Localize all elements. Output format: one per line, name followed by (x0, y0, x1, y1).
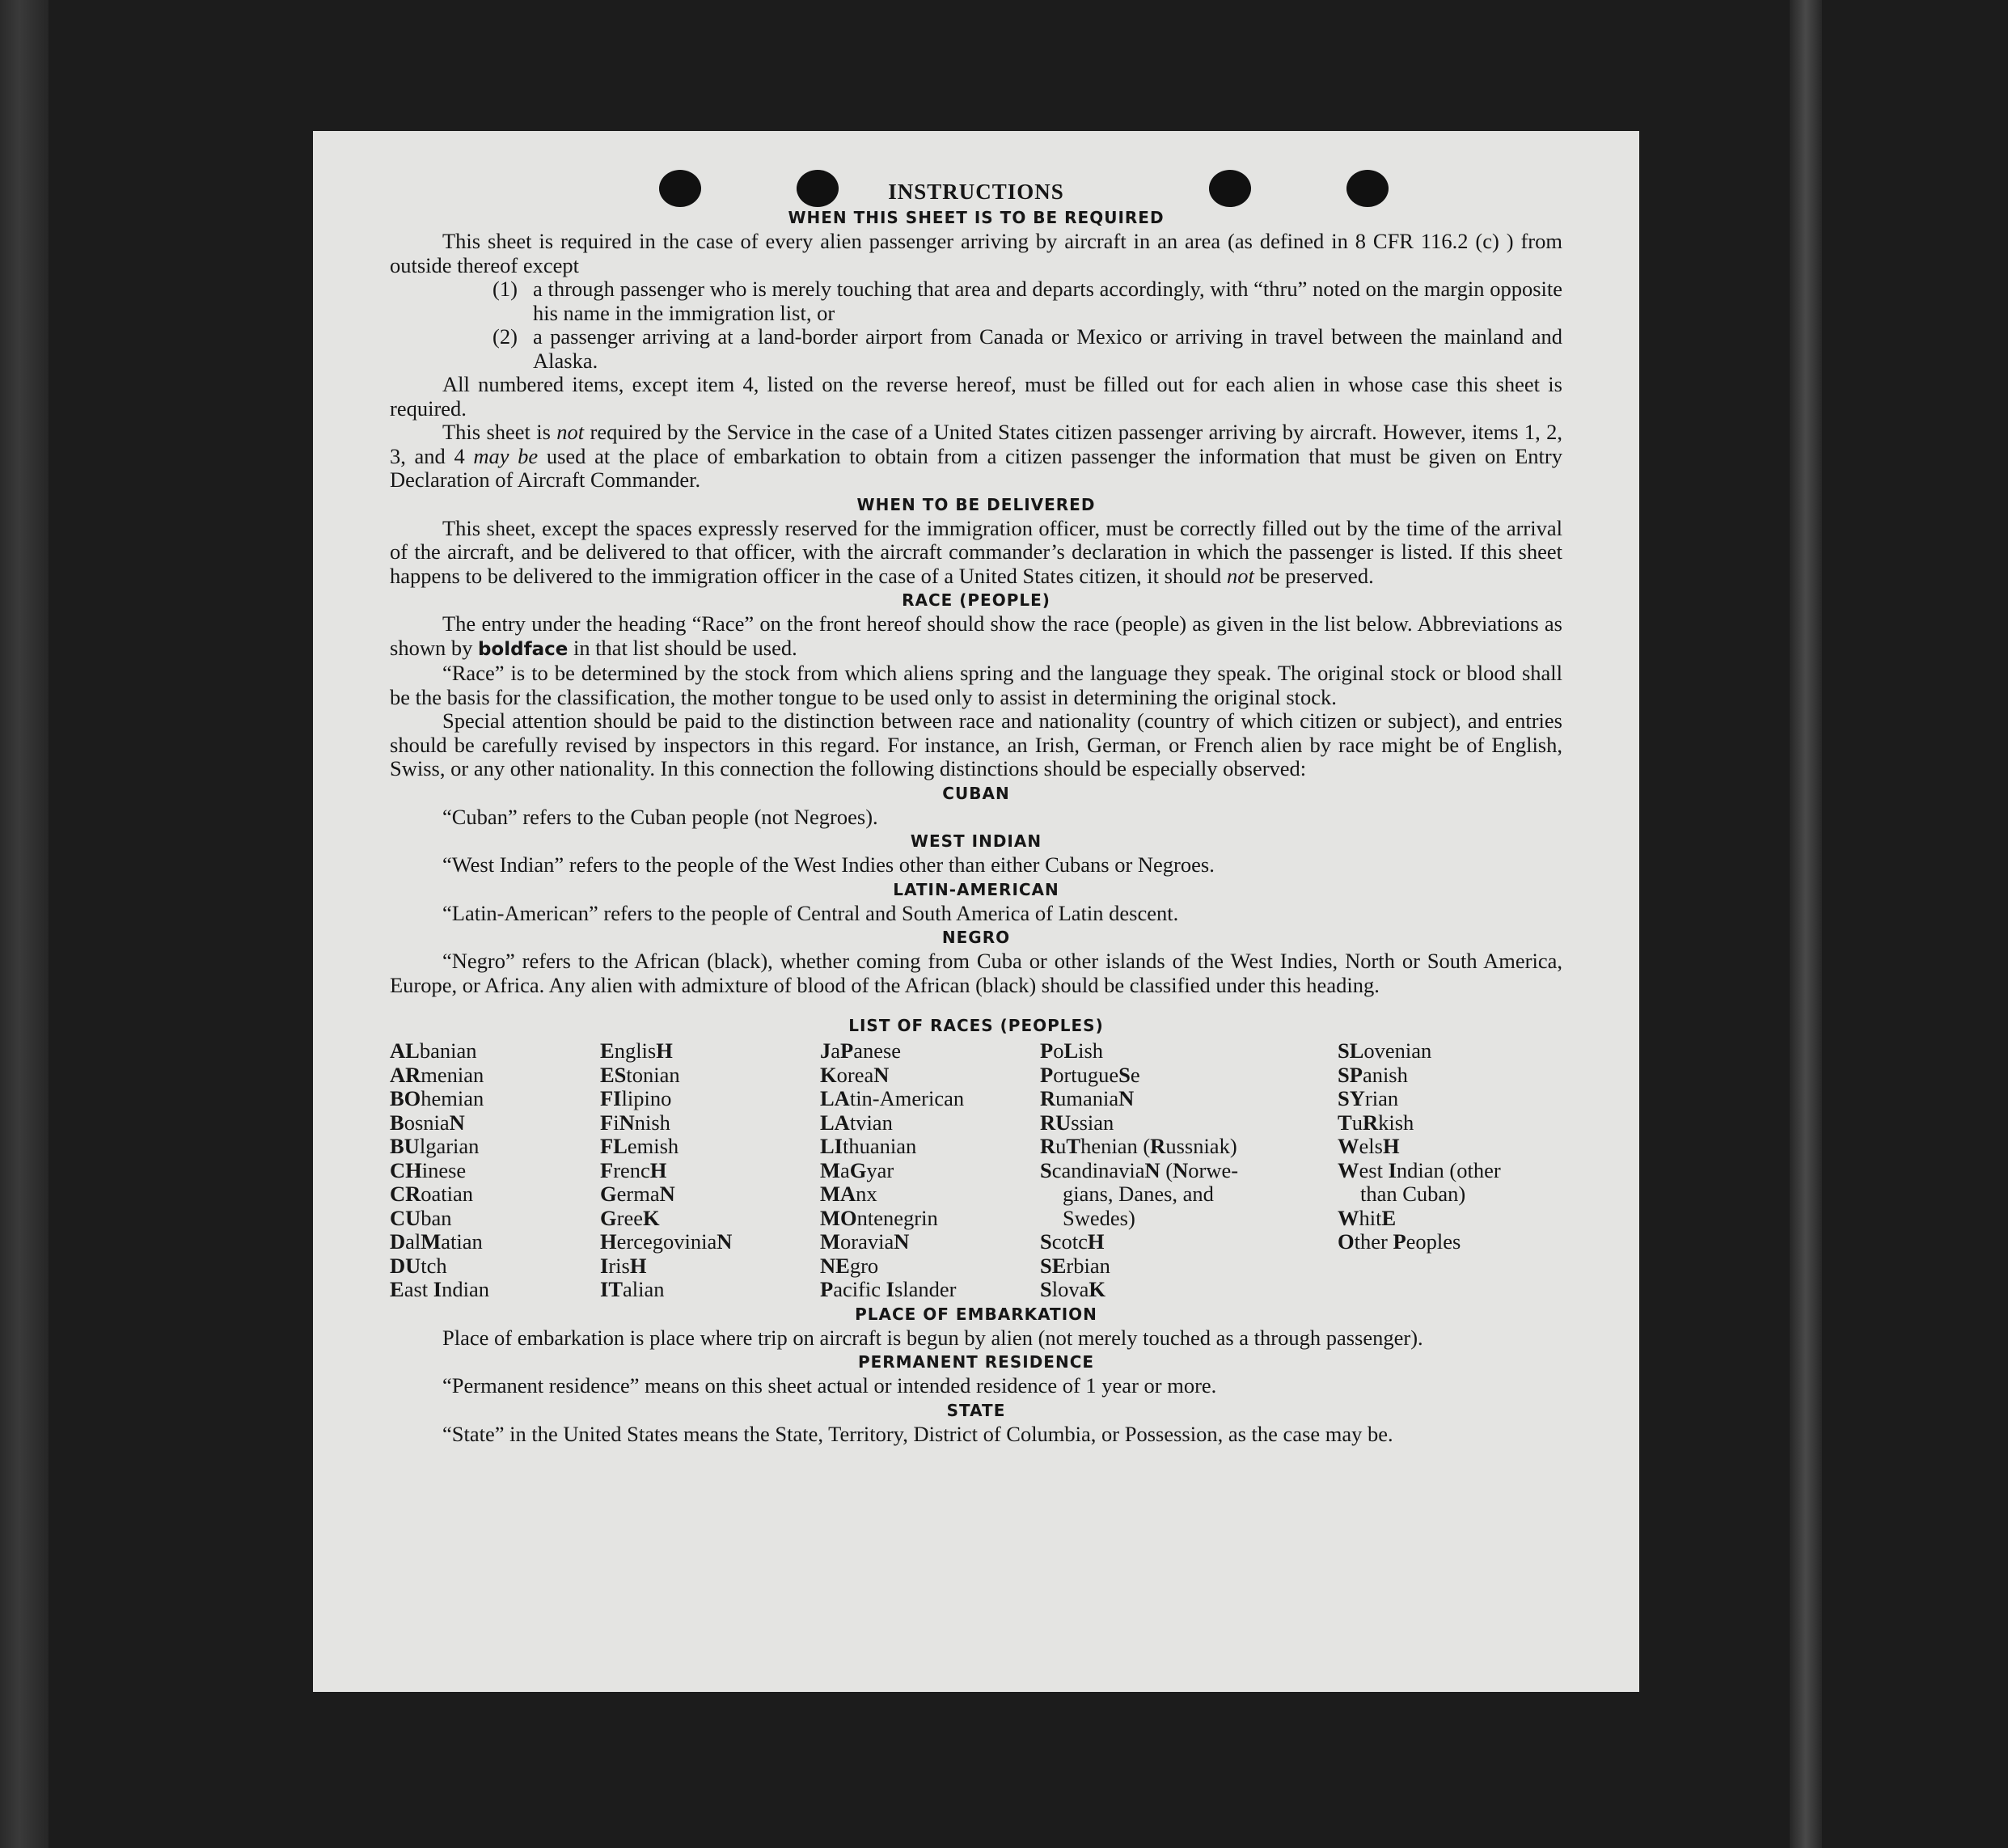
section-heading-state: STATE (946, 1400, 1006, 1420)
race-entry: West Indian (other (1338, 1157, 1501, 1182)
race-entry: WelsH (1338, 1134, 1400, 1158)
race-entry: SPanish (1338, 1062, 1408, 1087)
section-heading-permanent-residence: PERMANENT RESIDENCE (857, 1352, 1095, 1372)
emphasis: not (556, 420, 585, 444)
race-entry: KoreaN (820, 1062, 890, 1087)
races-column-5 (1338, 1039, 1548, 1302)
section-heading-latin-american: LATIN-AMERICAN (893, 879, 1059, 899)
list-item (390, 277, 1562, 325)
text-run: be preserved. (1253, 563, 1374, 588)
race-entry: SLovenian (1338, 1038, 1432, 1063)
text-run: used at the place of embarkation to obtain from a citizen passenger the information that must be given on Entry Declaration of Aircraft Commander. (390, 443, 1562, 492)
race-entry: Other Peoples (1338, 1229, 1461, 1254)
paragraph: “Latin-American” refers to the people of Central and South America of Latin descent. (442, 900, 1179, 925)
paragraph: “Cuban” refers to the Cuban people (not Negroes). (442, 804, 878, 829)
paragraph: “Permanent residence” means on this sheet actual or intended residence of 1 year or more. (442, 1373, 1217, 1398)
race-entry: NEgro (820, 1253, 879, 1278)
races-column-1 (390, 1039, 600, 1302)
race-entry: FIlipino (600, 1086, 672, 1110)
film-edge-left (0, 0, 49, 1848)
race-entry: than Cuban) (1360, 1182, 1466, 1206)
race-entry: BosniaN (390, 1110, 465, 1135)
race-entry: FrencH (600, 1157, 667, 1182)
item-text: a through passenger who is merely touching that area and departs accordingly, with “thru” noted on the margin opposite his name in the immigration list, or (533, 277, 1562, 325)
race-entry: Swedes) (1063, 1205, 1135, 1230)
paragraph: “West Indian” refers to the people of the West Indies other than either Cubans or Negroes. (442, 852, 1215, 877)
race-entry: Pacific Islander (820, 1277, 957, 1301)
text-run: required by the Service in the case of a United States citizen passenger arriving by aircraft. However, items 1, 2, 3, and 4 (390, 420, 1562, 468)
race-entry: MoraviaN (820, 1229, 910, 1254)
race-entry: IrisH (600, 1253, 647, 1278)
punch-hole (797, 170, 839, 207)
race-entry: FLemish (600, 1134, 679, 1158)
film-edge-right (1790, 0, 1822, 1848)
section-heading-west-indian: WEST INDIAN (910, 831, 1042, 851)
races-column-2 (600, 1039, 820, 1302)
race-entry: BUlgarian (390, 1134, 480, 1158)
race-entry: DUtch (390, 1253, 447, 1278)
race-entry: MOntenegrin (820, 1205, 938, 1230)
punch-hole (1346, 170, 1389, 207)
document-sheet (313, 131, 1639, 1692)
race-entry: MaGyar (820, 1157, 894, 1182)
races-column-3 (820, 1039, 1040, 1302)
section-heading-when-required: WHEN THIS SHEET IS TO BE REQUIRED (788, 208, 1165, 227)
section-heading-when-delivered: WHEN TO BE DELIVERED (856, 494, 1096, 514)
race-entry: DalMatian (390, 1229, 483, 1254)
race-entry: FiNnish (600, 1110, 670, 1135)
text-run: This sheet is (442, 420, 557, 444)
races-column-4 (1040, 1039, 1338, 1302)
paragraph (390, 612, 1562, 662)
item-number: (2) (492, 324, 518, 349)
paragraph: This sheet is required in the case of every alien passenger arriving by aircraft in an area (as defined in 8 CFR 116.2 (c) ) from outside thereof except (390, 229, 1562, 277)
race-entry: SlovaK (1040, 1277, 1105, 1301)
race-entry: ScandinaviaN (Norwe- (1040, 1157, 1239, 1182)
race-entry: RuThenian (Russniak) (1040, 1134, 1237, 1158)
text-run: in that list should be used. (568, 635, 797, 660)
paragraph (390, 421, 1562, 493)
race-entry: SYrian (1338, 1086, 1399, 1110)
race-entry: ScotcH (1040, 1229, 1105, 1254)
race-entry: LIthuanian (820, 1134, 917, 1158)
text-run: This sheet, except the spaces expressly reserved for the immigration officer, must be correctly filled out by the time of the arrival of the aircraft, and be delivered to that officer, with the aircraft commander’s declaration in which the passenger is listed. If this sheet happens to be delivered to the immigration officer in the case of a United States citizen, it should (390, 515, 1562, 588)
race-entry: HercegoviniaN (600, 1229, 733, 1254)
race-entry: ALbanian (390, 1038, 477, 1063)
race-entry: CRoatian (390, 1182, 474, 1206)
emphasis: may be (473, 443, 539, 468)
race-entry: LAtin-American (820, 1086, 965, 1110)
race-entry: GreeK (600, 1205, 660, 1230)
text-run: The entry under the heading “Race” on the front hereof should show the race (people) as given in the list below. Abbreviations as shown by (390, 611, 1562, 660)
race-entry: SErbian (1040, 1253, 1110, 1278)
section-heading-negro: NEGRO (941, 928, 1011, 947)
punch-hole (1209, 170, 1251, 207)
race-entry: BOhemian (390, 1086, 484, 1110)
paragraph: “State” in the United States means the State, Territory, District of Columbia, or Possession, as the case may be. (442, 1421, 1393, 1446)
paragraph: “Race” is to be determined by the stock from which aliens spring and the language they speak. The original stock or blood shall be the basis for the classification, the mother tongue to be used only to assist in determining the original stock. (390, 661, 1562, 709)
race-entry: CUban (390, 1205, 452, 1230)
race-entry: EnglisH (600, 1038, 673, 1063)
race-entry: GermaN (600, 1182, 675, 1206)
race-entry: PortugueSe (1040, 1062, 1140, 1087)
race-entry: East Indian (390, 1277, 489, 1301)
punch-hole (659, 170, 701, 207)
race-entry: gians, Danes, and (1063, 1182, 1214, 1206)
section-heading-cuban: CUBAN (942, 783, 1010, 803)
paragraph: “Negro” refers to the African (black), whether coming from Cuba or other islands of the West Indies, North or South America, Europe, or Africa. Any alien with admixture of blood of the African (black) should be classified under this heading. (390, 949, 1562, 997)
race-entry: EStonian (600, 1062, 680, 1087)
race-entry: MAnx (820, 1182, 877, 1206)
item-number: (1) (492, 277, 518, 301)
boldface-term: boldface (477, 638, 569, 660)
list-item (390, 325, 1562, 373)
race-entry: LAtvian (820, 1110, 893, 1135)
section-heading-list-of-races: LIST OF RACES (PEOPLES) (848, 1016, 1104, 1035)
race-entry: TuRkish (1338, 1110, 1414, 1135)
race-entry: RumaniaN (1040, 1086, 1135, 1110)
race-entry: ARmenian (390, 1062, 484, 1087)
paragraph: Special attention should be paid to the distinction between race and nationality (country of which citizen or subject), and entries should be carefully revised by inspectors in this regard. For instance, an Irish, German, or French alien by race might be of English, Swiss, or any other nationality. In this connection the following distinctions should be especially observed: (390, 708, 1562, 780)
section-heading-embarkation: PLACE OF EMBARKATION (855, 1304, 1097, 1324)
section-heading-race: RACE (PEOPLE) (902, 590, 1051, 610)
paragraph (390, 517, 1562, 589)
race-entry: RUssian (1040, 1110, 1114, 1135)
race-entry: ITalian (600, 1277, 665, 1301)
race-entry: PoLish (1040, 1038, 1104, 1063)
races-list (390, 1039, 1562, 1302)
race-entry: WhitE (1338, 1205, 1397, 1230)
race-entry: CHinese (390, 1157, 467, 1182)
item-text: a passenger arriving at a land-border airport from Canada or Mexico or arriving in travel between the mainland and Alaska. (533, 324, 1562, 373)
page-title: INSTRUCTIONS (888, 180, 1064, 204)
emphasis: not (1226, 563, 1254, 588)
paragraph: All numbered items, except item 4, listed on the reverse hereof, must be filled out for each alien in whose case this sheet is required. (390, 372, 1562, 421)
paragraph: Place of embarkation is place where trip on aircraft is begun by alien (not merely touched as a through passenger). (442, 1325, 1423, 1350)
race-entry: JaPanese (820, 1038, 902, 1063)
